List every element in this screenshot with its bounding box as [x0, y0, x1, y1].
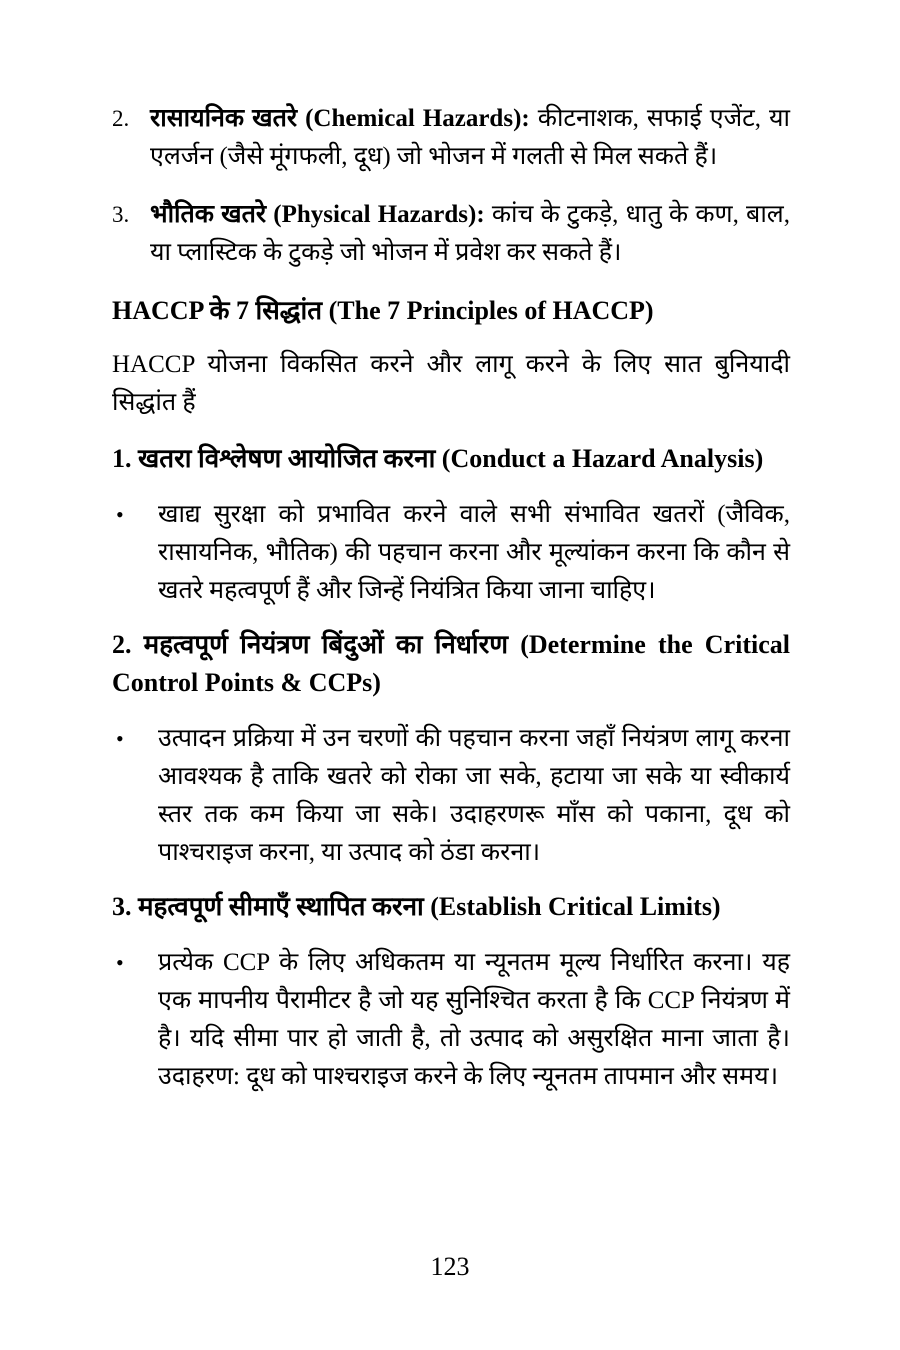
bullet-text: उत्पादन प्रक्रिया में उन चरणों की पहचान करना जहाँ नियंत्रण लागू करना आवश्यक है ताकि खतरे को रोका जा सके, हटाया जा सके या स्वीकार्य स्तर तक कम किया जा सके। उदाहरणरू माँस को पकाना, दूध को पाश्चराइज करना, या उत्पाद को ठंडा करना। [158, 725, 790, 866]
list-item-text [150, 196, 790, 272]
item-description: कीटनाशक, सफाई एजेंट, या एलर्जन (जैसे मूंगफली, दूध) जो भोजन में गलती से मिल सकते हैं। [150, 105, 791, 170]
bullet-icon: • [116, 726, 124, 751]
bullet-text: प्रत्येक CCP के लिए अधिकतम या न्यूनतम मूल्य निर्धारित करना। यह एक मापनीय पैरामीटर है जो यह सुनिश्चित करता है कि CCP नियंत्रण में है। यदि सीमा पार हो जाती है, तो उत्पाद को असुरक्षित माना जाता है। उदाहरण: दूध को पाश्चराइज करने के लिए न्यूनतम तापमान और समय। [158, 949, 790, 1090]
list-item [112, 100, 790, 176]
item-description: कांच के टुकड़े, धातु के कण, बाल, या प्लास्टिक के टुकड़े जो भोजन में प्रवेश कर सकते हैं। [150, 201, 790, 266]
bullet-item [112, 496, 790, 610]
bullet-icon: • [116, 950, 124, 975]
principle-heading-2: 2. महत्वपूर्ण नियंत्रण बिंदुओं का निर्धारण (Determine the Critical Control Points & CCPs) [112, 630, 790, 697]
list-item-text [150, 100, 790, 176]
page-number: 123 [430, 1252, 470, 1281]
section-heading: HACCP के 7 सिद्धांत (The 7 Principles of HACCP) [112, 296, 654, 325]
bullet-icon: • [116, 502, 124, 527]
intro-paragraph: HACCP योजना विकसित करने और लागू करने के लिए सात बुनियादी सिद्धांत हैं [112, 351, 790, 416]
item-term: भौतिक खतरे (Physical Hazards): [150, 201, 485, 228]
list-number: 2. [112, 106, 130, 131]
bullet-item [112, 720, 790, 872]
bullet-item [112, 944, 790, 1096]
bullet-text: खाद्य सुरक्षा को प्रभावित करने वाले सभी संभावित खतरों (जैविक, रासायनिक, भौतिक) की पहचान करना और मूल्यांकन करना कि कौन से खतरे महत्वपूर्ण हैं और जिन्हें नियंत्रित किया जाना चाहिए। [158, 501, 790, 604]
list-number: 3. [112, 202, 130, 227]
principle-heading-3: 3. महत्वपूर्ण सीमाएँ स्थापित करना (Establish Critical Limits) [112, 892, 721, 921]
principle-heading-1: 1. खतरा विश्लेषण आयोजित करना (Conduct a Hazard Analysis) [112, 444, 764, 473]
item-term: रासायनिक खतरे (Chemical Hazards): [150, 105, 530, 132]
list-item [112, 196, 790, 272]
